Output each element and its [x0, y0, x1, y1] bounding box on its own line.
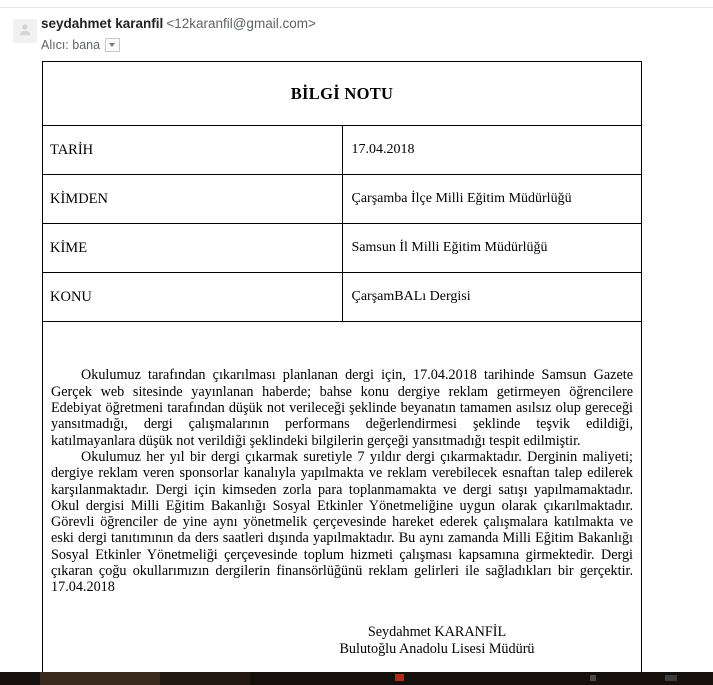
- field-label-konu: KONU: [43, 273, 343, 322]
- field-label-kime: KİME: [43, 224, 343, 273]
- table-row: [43, 175, 642, 224]
- clipped-block-5: [665, 675, 677, 681]
- document-text-cell: [43, 322, 642, 678]
- clipped-block-3: [395, 674, 404, 681]
- clipped-block-1: [40, 672, 160, 685]
- clipped-content-strip: [0, 672, 713, 685]
- field-value-kimden: Çarşamba İlçe Milli Eğitim Müdürlüğü: [342, 175, 642, 224]
- signature-name: Seydahmet KARANFİL: [367, 623, 507, 640]
- sender-name[interactable]: seydahmet karanfil: [41, 16, 164, 31]
- person-avatar-icon[interactable]: [13, 19, 37, 43]
- field-label-kimden: KİMDEN: [43, 175, 343, 224]
- chevron-down-icon[interactable]: [105, 38, 120, 52]
- field-value-tarih: 17.04.2018: [342, 126, 642, 175]
- table-row: [43, 273, 642, 322]
- recipient-label: Alıcı: bana: [41, 38, 101, 52]
- document-body: [42, 61, 642, 677]
- document-title-cell: [43, 62, 642, 126]
- clipped-block-2: [160, 672, 250, 685]
- sender-email[interactable]: <12karanfil@gmail.com>: [166, 16, 316, 31]
- signature-title: Bulutoğlu Anadolu Lisesi Müdürü: [339, 640, 535, 657]
- table-row-title: [43, 62, 642, 126]
- table-row: [43, 126, 642, 175]
- bilgi-notu-table: [42, 61, 642, 677]
- clipped-block-4: [590, 675, 596, 681]
- recipient-line: [41, 37, 120, 53]
- field-label-tarih: TARİH: [43, 126, 343, 175]
- signature-block: [51, 624, 633, 658]
- header-divider: [0, 7, 713, 8]
- page-title: BİLGİ NOTU: [290, 83, 394, 103]
- field-value-konu: ÇarşamBALı Dergisi: [342, 273, 642, 322]
- field-value-kime: Samsun İl Milli Eğitim Müdürlüğü: [342, 224, 642, 273]
- sender-line: [41, 15, 316, 33]
- paragraph-1: Okulumuz tarafından çıkarılması planlanan dergi için, 17.04.2018 tarihinde Samsun Gazete Gerçek web sitesinde yayınlanan haberde; bahse konu dergiye reklam getirmeyen öğrencilere Edebiyat öğretmeni tarafından düşük not verileceği şeklinde beyanatın tamamen asılsız olup gereceği yansıtmadığı, dergi çalışmalarının performans değerlendirmesi şeklinde teşvik edildiği, katılmayanlara düşük not verildiği şeklindeki bilgilerin gerçeği yansıtmadığı tespit edilmiştir.: [51, 367, 633, 449]
- paragraph-2: Okulumuz her yıl bir dergi çıkarmak suretiyle 7 yıldır dergi çıkarmaktadır. Derginin maliyeti; dergiye reklam veren sponsorlar kanalıyla yapılmakta ve reklam verebilecek esnaftan talep edilerek karşılanmaktadır. Dergi için kimseden zorla para toplanmamakta ve dergi satışı yapılmamaktadır. Okul dergisi Milli Eğitim Bakanlığı Sosyal Etkinler Yönetmeliğine uygun olarak çıkarılmaktadır. Görevli öğrenciler de yine aynı yönetmelik çerçevesinde hareket ederek çalışmalara katılmakta ve eski dergi tanıtımının da ders saatleri dışında yapılmaktadır. Bu aynı zamanda Milli Eğitim Bakanlığı Sosyal Etkinler Yönetmeliği çerçevesinde toplum hizmeti çalışması kapsamına girmektedir. Dergi çıkaran çoğu okullarımızın dergilerin finansörlüğünü reklam gelirleri ile sağladıkları bir gerçektir. 17.04.2018: [51, 448, 633, 596]
- table-row: [43, 224, 642, 273]
- table-row-body: [43, 322, 642, 678]
